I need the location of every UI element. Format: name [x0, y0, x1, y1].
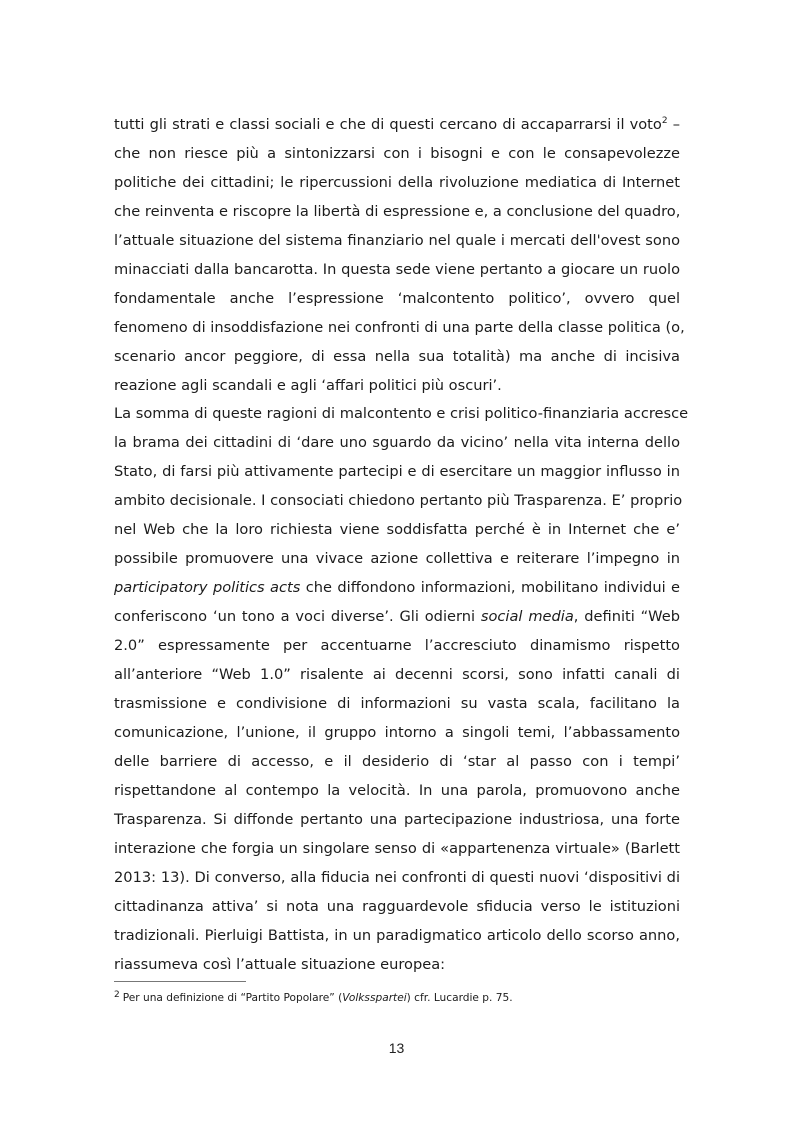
text-line: delle barriere di accesso, e il desiderio di ‘star al passo con i tempi’	[114, 753, 680, 770]
italic-phrase: participatory politics acts	[114, 579, 301, 596]
text-line: fondamentale anche l’espressione ‘malcontento politico’, ovvero quel	[114, 290, 680, 307]
paragraph-1	[114, 110, 685, 400]
text-line: scenario ancor peggiore, di essa nella sua totalità) ma anche di incisiva	[114, 348, 680, 365]
text-line: 2013: 13). Di converso, alla fiducia nei confronti di questi nuovi ‘dispositivi di	[114, 869, 680, 886]
text-line: La somma di queste ragioni di malcontento e crisi politico-finanziaria accresce	[114, 405, 689, 422]
text-line: cittadinanza attiva’ si nota una ragguardevole sfiducia verso le istituzioni	[114, 898, 680, 915]
text-line: rispettandone al contempo la velocità. In una parola, promuovono anche	[114, 782, 680, 799]
text-line: reazione agli scandali e agli ‘affari politici più oscuri’.	[114, 377, 502, 394]
text-line: che non riesce più a sintonizzarsi con i bisogni e con le consapevolezze	[114, 145, 680, 162]
text-line: tutti gli strati e classi sociali e che di questi cercano di accaparrarsi il voto$^2$ –	[114, 116, 680, 133]
text-line: Trasparenza. Si diffonde pertanto una partecipazione industriosa, una forte	[114, 811, 680, 828]
text-line: all’anteriore “Web 1.0” risalente ai decenni scorsi, sono infatti canali di	[114, 666, 680, 683]
text-line: l’attuale situazione del sistema finanziario nel quale i mercati dell'ovest sono	[114, 232, 680, 249]
text-line: 2.0” espressamente per accentuarne l’accresciuto dinamismo rispetto	[114, 637, 680, 654]
text-line: nel Web che la loro richiesta viene soddisfatta perché è in Internet che e’	[114, 521, 680, 538]
text-line: riassumeva così l’attuale situazione europea:	[114, 956, 446, 973]
footnote-reference[interactable]: 2	[661, 116, 668, 126]
paragraph-2	[114, 399, 689, 979]
text-line: ambito decisionale. I consociati chiedono pertanto più Trasparenza. E’ proprio	[114, 492, 683, 509]
footnote: $^2$ Per una definizione di “Partito Popolare” (Volksspartei) cfr. Lucardie p. 75.	[114, 990, 513, 1004]
text-line: minacciati dalla bancarotta. In questa sede viene pertanto a giocare un ruolo	[114, 261, 680, 278]
italic-phrase: social media	[480, 608, 574, 625]
text-line: fenomeno di insoddisfazione nei confronti di una parte della classe politica (o,	[114, 319, 685, 336]
footnote-separator	[114, 981, 246, 982]
text-line: interazione che forgia un singolare senso di «appartenenza virtuale» (Barlett	[114, 840, 680, 857]
italic-term: Volksspartei	[342, 992, 407, 1004]
text-line: la brama dei cittadini di ‘dare uno sguardo da vicino’ nella vita interna dello	[114, 434, 680, 451]
text-line: tradizionali. Pierluigi Battista, in un paradigmatico articolo dello scorso anno,	[114, 927, 680, 944]
text-line: comunicazione, l’unione, il gruppo intorno a singoli temi, l’abbassamento	[114, 724, 680, 741]
text-line: trasmissione e condivisione di informazioni su vasta scala, facilitano la	[114, 695, 680, 712]
text-line: possibile promuovere una vivace azione collettiva e reiterare l’impegno in	[114, 550, 680, 567]
footnote-number: 2	[114, 990, 120, 1000]
page-number: 13	[388, 1040, 405, 1056]
text-line: politiche dei cittadini; le ripercussioni della rivoluzione mediatica di Internet	[114, 174, 680, 191]
text-line: conferiscono ‘un tono a voci diverse’. Gli odierni social media, definiti “Web	[114, 608, 680, 625]
text-line: participatory politics acts che diffondono informazioni, mobilitano individui e	[114, 579, 680, 596]
text-line: Stato, di farsi più attivamente partecipi e di esercitare un maggior influsso in	[114, 463, 680, 480]
text-line: che reinventa e riscopre la libertà di espressione e, a conclusione del quadro,	[114, 203, 681, 220]
